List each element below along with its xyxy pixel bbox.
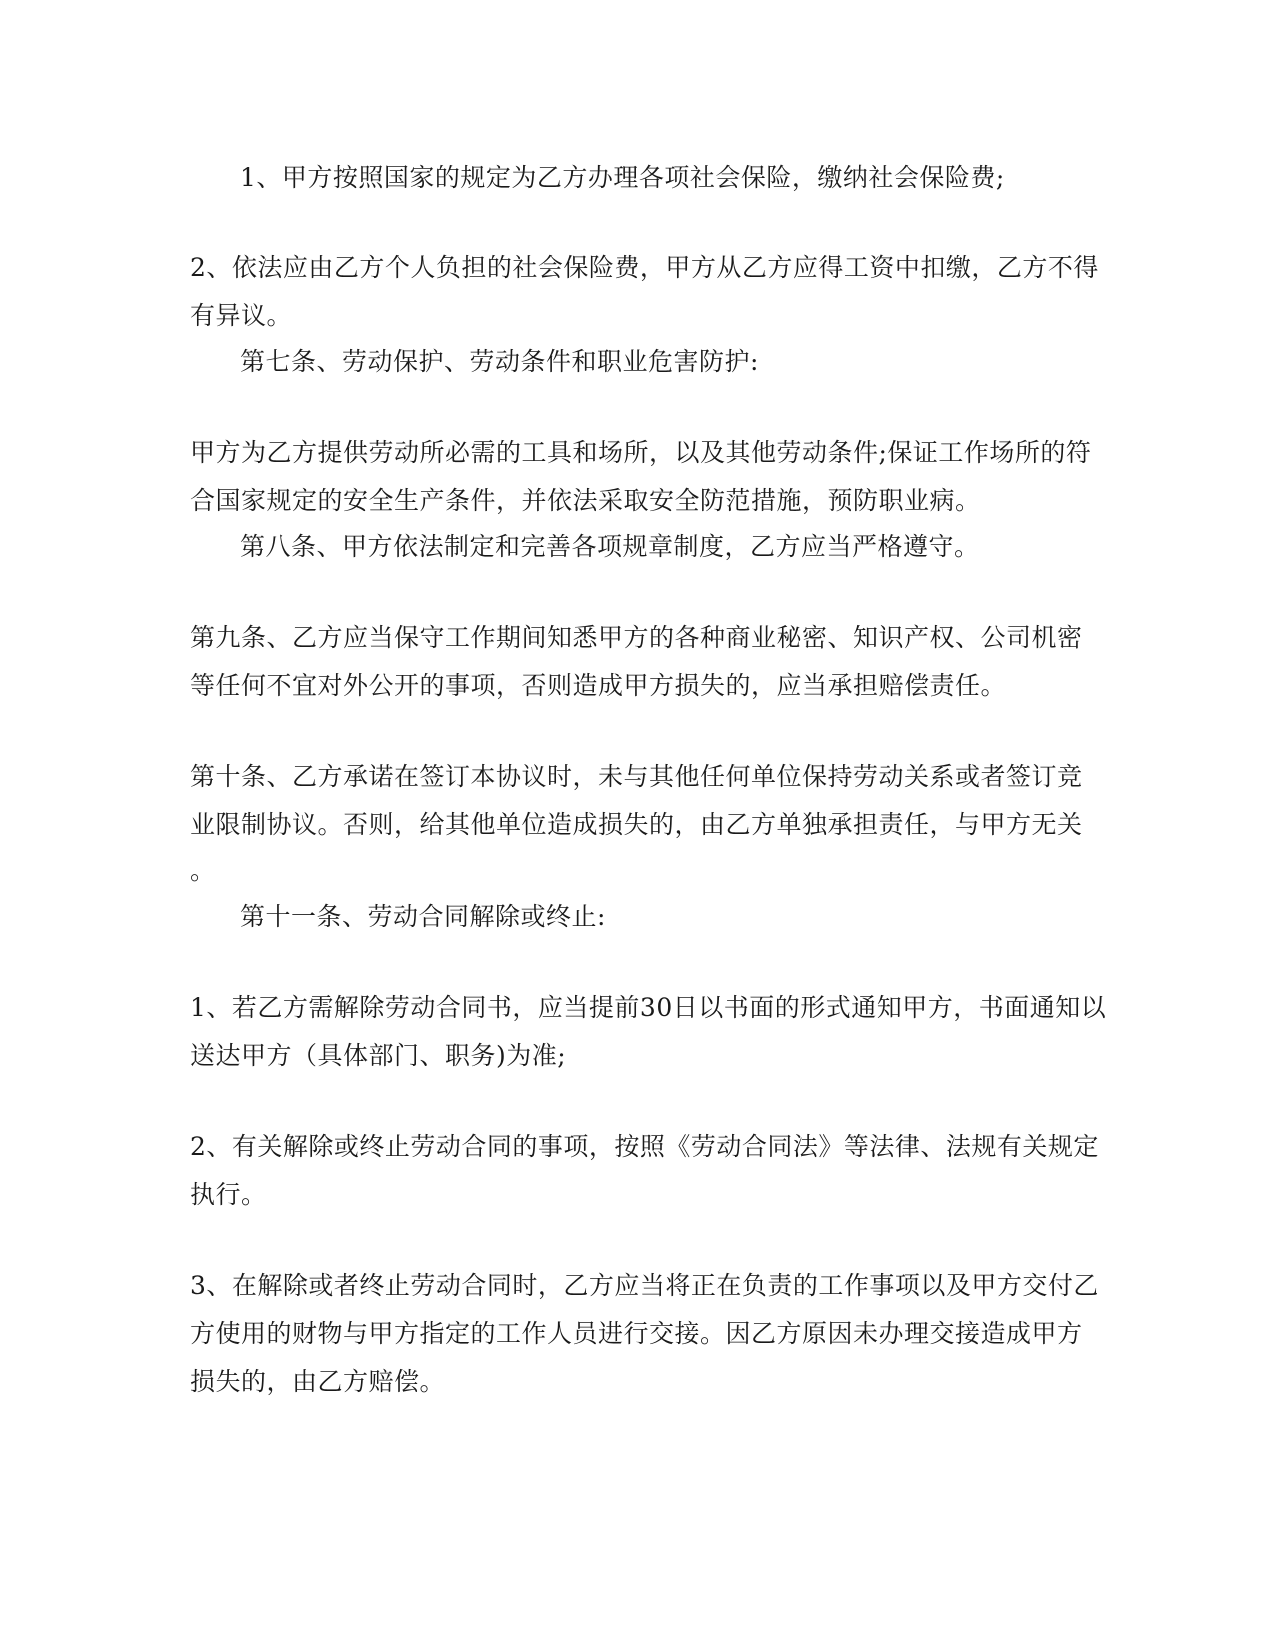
text-line: 3、在解除或者终止劳动合同时，乙方应当将正在负责的工作事项以及甲方交付乙 xyxy=(190,1271,1099,1300)
text-line: 合国家规定的安全生产条件，并依法采取安全防范措施，预防职业病。 xyxy=(190,486,981,515)
text-line: 第十条、乙方承诺在签订本协议时，未与其他任何单位保持劳动关系或者签订竞 xyxy=(190,762,1083,791)
text-line: 第九条、乙方应当保守工作期间知悉甲方的各种商业秘密、知识产权、公司机密 xyxy=(190,623,1083,652)
text-line: 1、若乙方需解除劳动合同书，应当提前30日以书面的形式通知甲方，书面通知以 xyxy=(190,993,1107,1022)
text-line: 第八条、甲方依法制定和完善各项规章制度，乙方应当严格遵守。 xyxy=(240,532,980,561)
text-line: 。 xyxy=(190,856,216,885)
section-heading: 第七条、劳动保护、劳动条件和职业危害防护: xyxy=(240,347,759,376)
text-line: 送达甲方（具体部门、职务)为准; xyxy=(190,1041,567,1070)
text-line: 2、有关解除或终止劳动合同的事项，按照《劳动合同法》等法律、法规有关规定 xyxy=(190,1132,1099,1161)
text-line: 等任何不宜对外公开的事项，否则造成甲方损失的，应当承担赔偿责任。 xyxy=(190,671,1007,700)
section-heading: 第十一条、劳动合同解除或终止: xyxy=(240,902,606,931)
text-line: 损失的，由乙方赔偿。 xyxy=(190,1367,446,1396)
text-line: 业限制协议。否则，给其他单位造成损失的，由乙方单独承担责任，与甲方无关 xyxy=(190,810,1083,839)
text-line: 有异议。 xyxy=(190,301,293,330)
text-line: 执行。 xyxy=(190,1180,267,1209)
text-line: 1、甲方按照国家的规定为乙方办理各项社会保险，缴纳社会保险费; xyxy=(240,163,1005,192)
text-line: 甲方为乙方提供劳动所必需的工具和场所，以及其他劳动条件;保证工作场所的符 xyxy=(190,438,1092,467)
text-line: 2、依法应由乙方个人负担的社会保险费，甲方从乙方应得工资中扣缴，乙方不得 xyxy=(190,253,1099,282)
text-line: 方使用的财物与甲方指定的工作人员进行交接。因乙方原因未办理交接造成甲方 xyxy=(190,1319,1083,1348)
